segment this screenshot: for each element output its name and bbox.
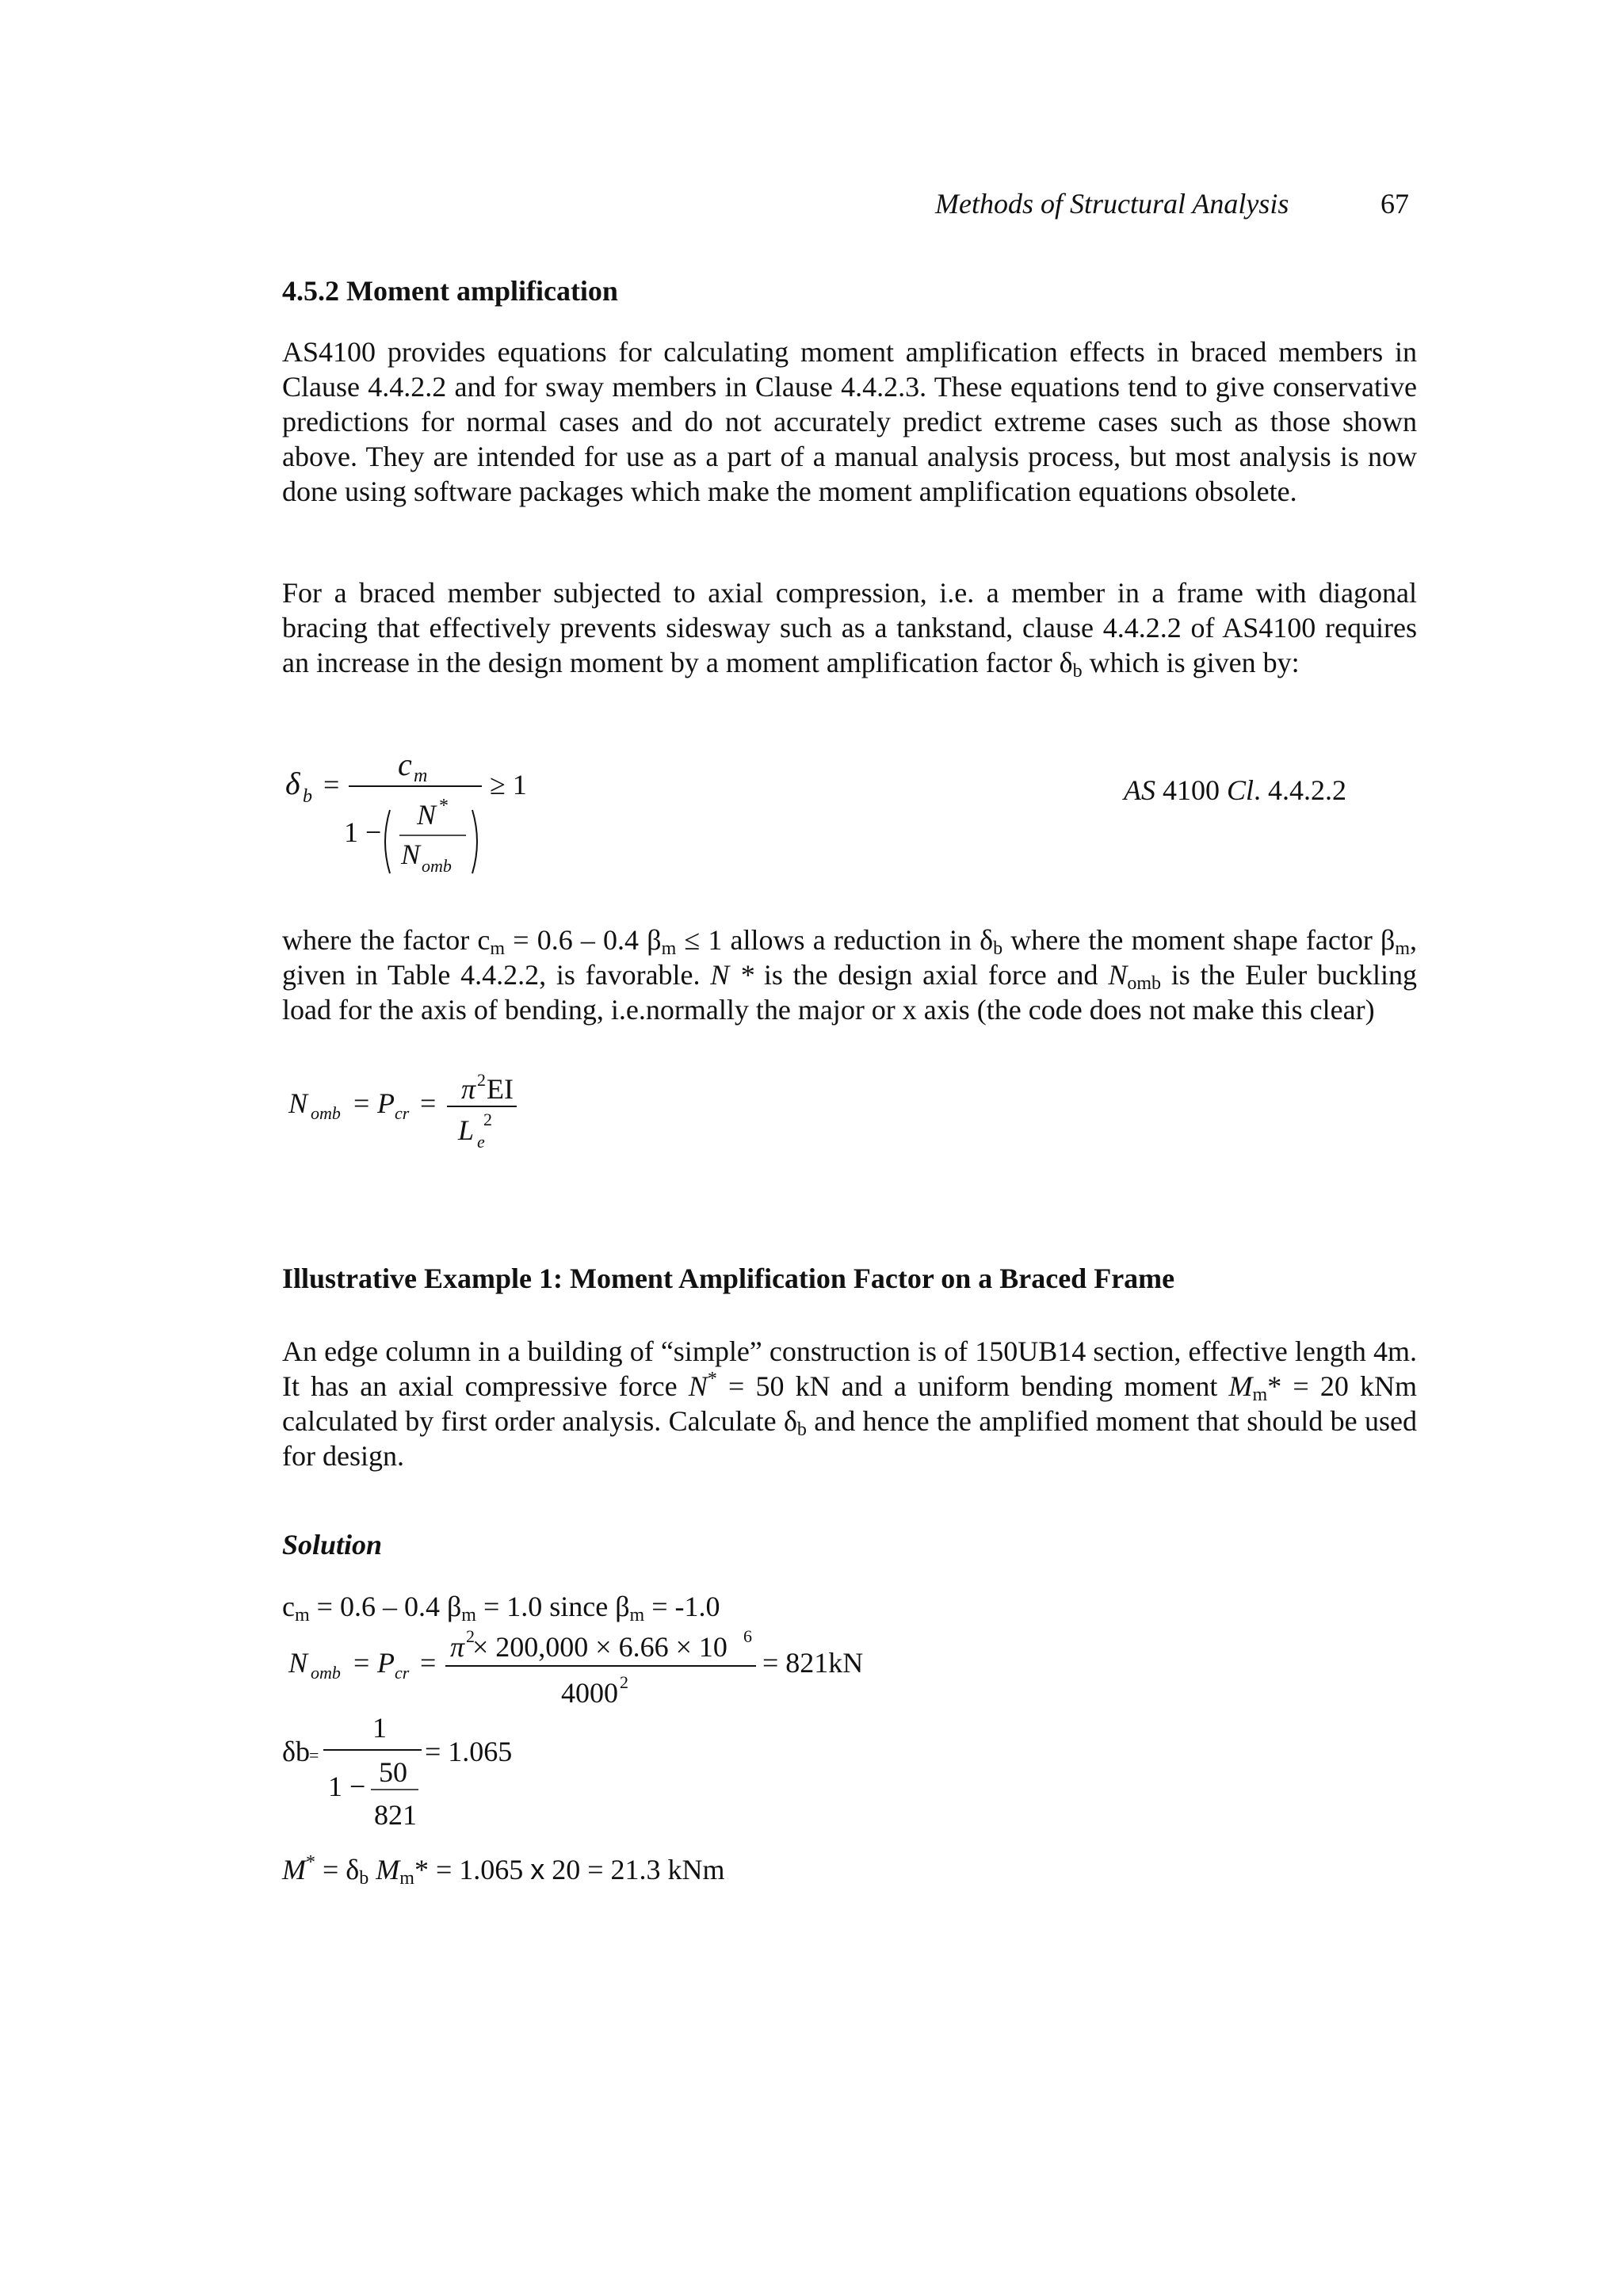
eq1-rhs: ≥ 1 <box>490 769 527 800</box>
eq3-p-sub: cr <box>395 1663 410 1683</box>
equation-reference: AS 4100 Cl. 4.4.2.2 <box>1124 774 1347 806</box>
eq3-equals-1: = <box>353 1647 370 1679</box>
solution-heading: Solution <box>282 1529 383 1561</box>
eq4-equals: = <box>309 1745 319 1765</box>
moment-amplification-equation <box>282 747 583 896</box>
eq1-numerator-sub: m <box>414 766 428 786</box>
eq4-delta-b: δb <box>282 1736 310 1767</box>
eq1-delta-sub: b <box>303 786 312 807</box>
eq2-n: N <box>288 1087 308 1119</box>
eq2-equals-1: = <box>353 1087 370 1119</box>
eq1-right-paren <box>472 810 477 873</box>
example-heading: Illustrative Example 1: Moment Amplification Factor on a Braced Frame <box>282 1263 1175 1294</box>
eq2-l: L <box>458 1114 475 1146</box>
amplified-moment-line: $M^* = \delta_b$ $M_m* = 1.065$ x 20 = 21.3 kNm <box>282 1852 725 1889</box>
euler-buckling-equation <box>282 1067 536 1162</box>
eq3-result: = 821kN <box>762 1647 864 1679</box>
eq2-pi: π <box>461 1073 476 1105</box>
eq1-inner-numerator: N <box>417 799 437 831</box>
eq4-inner-denominator: 821 <box>374 1799 417 1831</box>
eq3-numerator: × 200,000 × 6.66 × 10 <box>472 1631 727 1663</box>
eq1-one-minus: 1 − <box>344 816 382 848</box>
factor-explanation-paragraph: where the factor $c_m = 0.6 - 0.4$ $\beta_m \le 1$ allows a reduction in $\delta_b$ where the moment shape factor $\beta_m$, given in Table 4.4.2.2, is favorable. N * is the design axial force and $N_{omb}$ is the Euler buckling load for the axis of bending, i.e.normally the major or x axis (the code does not make this clear) <box>282 924 1417 1026</box>
eq1-left-paren <box>385 810 390 873</box>
eq3-pi-sup: 2 <box>466 1626 475 1646</box>
eq2-l-sub: e <box>477 1132 485 1152</box>
braced-member-paragraph: For a braced member subjected to axial compression, i.e. a member in a frame with diagonal bracing that effectively prevents sidesway such as a tankstand, clause 4.4.2.2 of AS4100 requires an increase in the design moment by a moment amplification factor $\delta_b$ which is given by: <box>282 577 1417 682</box>
page-number: 67 <box>1381 188 1409 220</box>
eq2-p: P <box>377 1087 395 1119</box>
eq3-n-sub: omb <box>311 1663 341 1683</box>
eq1-inner-denominator: N <box>401 839 421 870</box>
eq4-result: = 1.065 <box>425 1736 513 1767</box>
eq4-numerator: 1 <box>372 1712 387 1744</box>
eq2-ei: EI <box>487 1073 514 1105</box>
section-heading: 4.5.2 Moment amplification <box>282 275 618 307</box>
running-header-title: Methods of Structural Analysis <box>935 188 1289 220</box>
solution-cm-line: $c_m = 0.6 - 0.4$ $\beta_m = 1.0$ since $\beta_m = -1.0$ <box>282 1591 720 1626</box>
eq4-inner-numerator: 50 <box>379 1756 407 1788</box>
eq3-equals-2: = <box>420 1647 437 1679</box>
eq3-p: P <box>377 1647 395 1679</box>
eq2-equals-2: = <box>420 1087 437 1119</box>
eq2-l-sup: 2 <box>483 1110 492 1129</box>
euler-load-calculation <box>282 1622 884 1717</box>
eq2-pi-sup: 2 <box>477 1070 486 1090</box>
eq3-pi: π <box>450 1631 465 1663</box>
eq3-n: N <box>288 1647 308 1679</box>
eq3-denominator: 4000 <box>561 1677 618 1709</box>
eq1-inner-numerator-star: * <box>439 796 449 816</box>
intro-paragraph: AS4100 provides equations for calculating moment amplification effects in braced members in Clause 4.4.2.2 and for sway members in Clause 4.4.2.3. These equations tend to give conservative predictions for normal cases and do not accurately predict extreme cases such as those shown above. They are intended for use as a part of a manual analysis process, but most analysis is now done using software packages which make the moment amplification equations obsolete. <box>282 336 1417 507</box>
eq3-denominator-sup: 2 <box>620 1672 628 1692</box>
example-paragraph: An edge column in a building of “simple” construction is of 150UB14 section, effective length 4m. It has an axial compressive force N* = 50 kN and a uniform bending moment $M_m* = 20$ kNm calculated by first order analysis. Calculate $\delta_b$ and hence the amplified moment that should be used for design. <box>282 1335 1418 1472</box>
eq1-numerator: c <box>398 747 412 782</box>
eq4-one-minus: 1 − <box>328 1771 366 1802</box>
eq3-exp: 6 <box>743 1626 752 1646</box>
eq1-inner-denominator-sub: omb <box>422 856 452 876</box>
eq1-equals: = <box>323 769 340 800</box>
delta-b-calculation <box>282 1712 567 1839</box>
eq2-n-sub: omb <box>311 1103 341 1123</box>
eq2-p-sub: cr <box>395 1103 410 1123</box>
eq1-delta: δ <box>285 766 300 801</box>
